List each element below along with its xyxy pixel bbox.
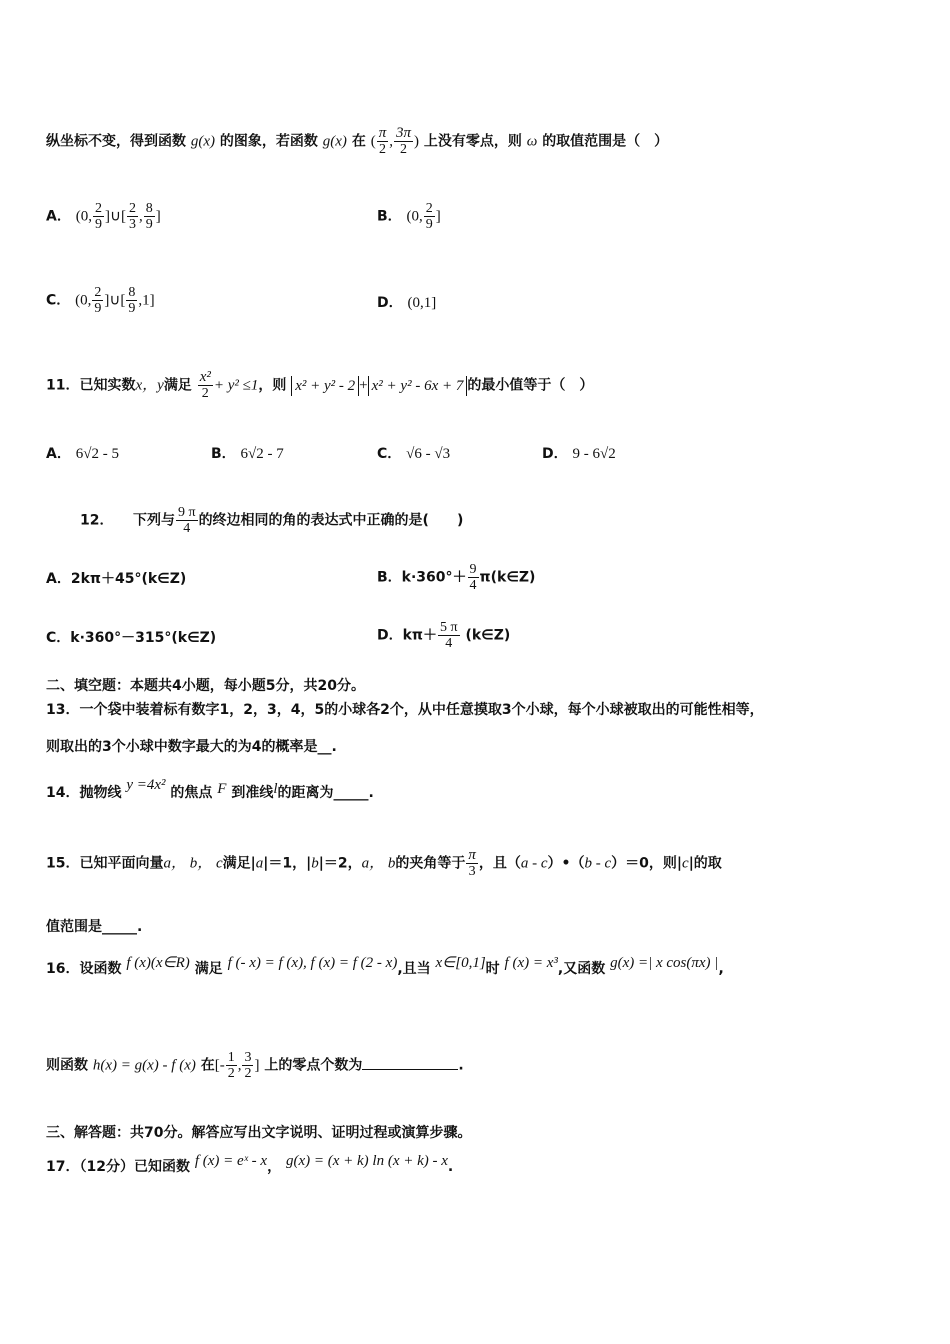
q17-stem: 17．（12分）已知函数 f (x) = eˣ - x， g(x) = (x + k) ln (x + k) - x. <box>46 1153 454 1175</box>
parabola-equation: y =4x² <box>126 777 166 793</box>
abs-term-1: x² + y² - 2 <box>291 376 359 396</box>
q10-option-c[interactable]: C． (0, $\frac{2}{9}$ ]∪[ $\frac{8}{9}$ ,1] <box>46 285 155 316</box>
interval-frac-1: $\frac{\pi}{2}$ <box>378 125 387 157</box>
q11-option-d[interactable]: D． 9 - 6√2 <box>542 446 616 462</box>
abs-term-2: x² + y² - 6x + 7 <box>368 376 468 396</box>
q11-option-c[interactable]: C． √6 - √3 <box>377 446 451 462</box>
q11-option-b[interactable]: B． 6√2 - 7 <box>211 446 284 462</box>
q12-option-b[interactable]: B．k·360°＋ $\frac{9}{4}$ π(k∈Z) <box>377 562 536 593</box>
q10-stem: 纵坐标不变，得到函数 g(x) 的图象，若函数 g(x) 在 ( $\frac{\pi}{2}$ , $\frac{3\pi}{2}$ ) 上没有零点，则 ω 的取值范围是（ ） <box>46 125 669 157</box>
q10-option-a[interactable]: A． (0, $\frac{2}{9}$ ]∪[ $\frac{2}{3}$ , $\frac{8}{9}$ ] <box>46 201 161 232</box>
q12-stem: 12． 下列与 $\frac{9 \pi}{4}$ 的终边相同的角的表达式中正确的是( ) <box>80 505 464 536</box>
q15-line-2: 值范围是_____. <box>46 919 143 935</box>
q16-line-2: 则函数 h(x) = g(x) - f (x) 在[- $\frac{1}{2}$ , $\frac{3}{2}$ ] 上的零点个数为 . <box>46 1050 464 1081</box>
q10-option-b[interactable]: B． (0, $\frac{2}{9}$ ] <box>377 201 441 232</box>
q10-option-d[interactable]: D． (0,1] <box>377 295 437 311</box>
q15-stem: 15．已知平面向量a， b， c满足|a|＝1，|b|＝2，a， b的夹角等于 $\frac{\pi}{3}$ ，且（a - c）•（b - c）＝0，则|c|的取 <box>46 847 722 879</box>
q12-option-c[interactable]: C．k·360°－315°(k∈Z) <box>46 630 217 646</box>
section-3-heading: 三、解答题：共70分。解答应写出文字说明、证明过程或演算步骤。 <box>46 1125 472 1141</box>
q16-stem: 16．设函数 f (x)(x∈R) 满足 f (- x) = f (x), f (x) = f (2 - x),且当 x∈[0,1]时 f (x) = x³,又函数 g(x) =| x cos(πx) |, <box>46 955 724 977</box>
q12-option-a[interactable]: A．2kπ＋45°(k∈Z) <box>46 571 187 587</box>
q13-line-1: 13．一个袋中装着标有数字1，2，3，4，5的小球各2个，从中任意摸取3个小球，每个小球被取出的可能性相等， <box>46 702 764 718</box>
q13-line-2: 则取出的3个小球中数字最大的为4的概率是__. <box>46 739 337 755</box>
answer-blank[interactable] <box>362 1055 458 1070</box>
section-2-heading: 二、填空题：本题共4小题，每小题5分，共20分。 <box>46 678 365 694</box>
q11-stem: 11．已知实数x，y满足 $\frac{\text{x²}}{2}$ + y² ≤1，则 x² + y² - 2 + x² + y² - 6x + 7 的最小值等于（ ） <box>46 369 594 401</box>
interval-frac-2: $\frac{3\pi}{2}$ <box>395 125 411 157</box>
q12-option-d[interactable]: D．kπ＋ $\frac{5 \pi}{4}$ (k∈Z) <box>377 620 511 651</box>
omega-symbol: ω <box>526 133 538 150</box>
q14-stem: 14．抛物线 y =4x² 的焦点 F 到准线l的距离为_____. <box>46 777 374 801</box>
q11-option-a[interactable]: A． 6√2 - 5 <box>46 446 119 462</box>
g-of-x-2: g(x) <box>322 133 347 150</box>
g-of-x: g(x) <box>190 133 216 150</box>
